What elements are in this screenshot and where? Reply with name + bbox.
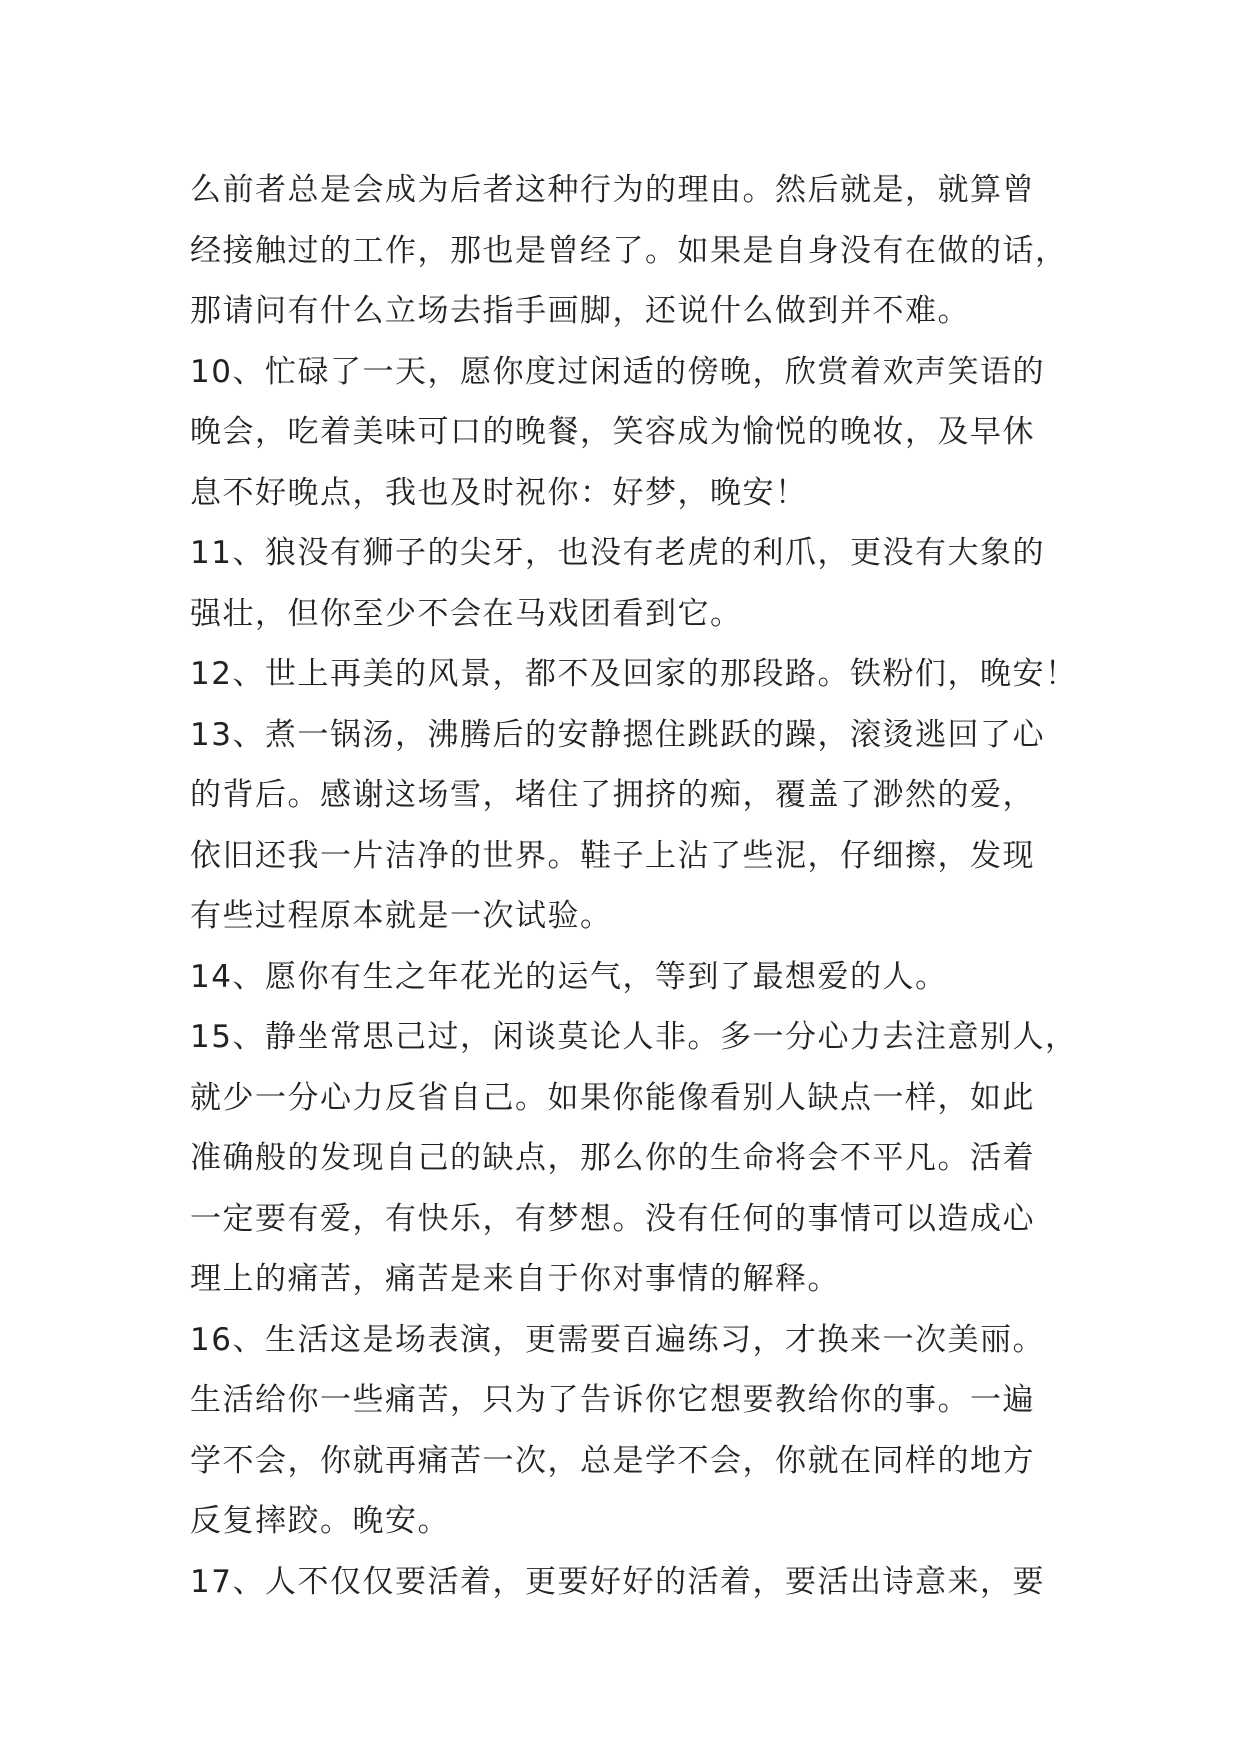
body-text [190, 160, 1078, 1612]
text-line: 依旧还我一片洁净的世界。鞋子上沾了些泥，仔细擦，发现 [190, 837, 1035, 874]
text-line: 的背后。感谢这场雪，堵住了拥挤的痴，覆盖了渺然的爱， [190, 777, 1035, 813]
text-line: 么前者总是会成为后者这种行为的理由。然后就是，就算曾 [190, 172, 1035, 208]
text-line: 一定要有爱，有快乐，有梦想。没有任何的事情可以造成心 [190, 1200, 1035, 1237]
text-line: 10、忙碌了一天，愿你度过闲适的傍晚，欣赏着欢声笑语的 [190, 353, 1045, 390]
text-line: 12、世上再美的风景，都不及回家的那段路。铁粉们，晚安！ [190, 656, 1078, 692]
text-line: 15、静坐常思己过，闲谈莫论人非。多一分心力去注意别人， [190, 1019, 1078, 1055]
text-line: 晚会，吃着美味可口的晚餐，笑容成为愉悦的晚妆，及早休 [190, 414, 1035, 450]
text-line: 就少一分心力反省自己。如果你能像看别人缺点一样，如此 [190, 1079, 1035, 1116]
text-line: 14、愿你有生之年花光的运气，等到了最想爱的人。 [190, 958, 948, 995]
text-line: 11、狼没有狮子的尖牙，也没有老虎的利爪，更没有大象的 [190, 535, 1045, 571]
text-line: 17、人不仅仅要活着，更要好好的活着，要活出诗意来，要 [190, 1563, 1045, 1600]
text-line: 有些过程原本就是一次试验。 [190, 898, 613, 934]
text-line: 理上的痛苦，痛苦是来自于你对事情的解释。 [190, 1261, 840, 1297]
text-line: 13、煮一锅汤，沸腾后的安静摁住跳跃的躁，滚烫逃回了心 [190, 716, 1045, 753]
text-line: 学不会，你就再痛苦一次，总是学不会，你就在同样的地方 [190, 1442, 1035, 1479]
text-line: 那请问有什么立场去指手画脚，还说什么做到并不难。 [190, 293, 970, 329]
text-line: 16、生活这是场表演，更需要百遍练习，才换来一次美丽。 [190, 1321, 1045, 1358]
text-line: 生活给你一些痛苦，只为了告诉你它想要教给你的事。一遍 [190, 1382, 1035, 1418]
text-line: 息不好晚点，我也及时祝你：好梦，晚安！ [190, 474, 808, 511]
text-line: 反复摔跤。晚安。 [190, 1503, 450, 1539]
text-line: 强壮，但你至少不会在马戏团看到它。 [190, 595, 743, 632]
text-line: 准确般的发现自己的缺点，那么你的生命将会不平凡。活着 [190, 1140, 1035, 1176]
text-line: 经接触过的工作，那也是曾经了。如果是自身没有在做的话， [190, 232, 1068, 269]
